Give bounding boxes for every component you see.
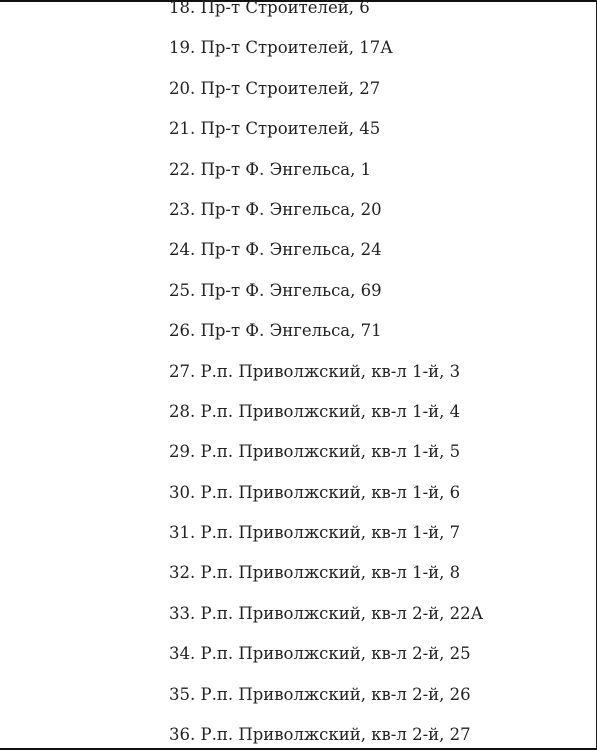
address-list-item: 30. Р.п. Приволжский, кв-л 1-й, 6 bbox=[169, 482, 461, 502]
address-list-item: 24. Пр-т Ф. Энгельса, 24 bbox=[169, 240, 382, 260]
address-list-item: 20. Пр-т Строителей, 27 bbox=[169, 78, 381, 98]
address-list-item: 31. Р.п. Приволжский, кв-л 1-й, 7 bbox=[169, 523, 461, 543]
address-list-item: 34. Р.п. Приволжский, кв-л 2-й, 25 bbox=[169, 644, 471, 664]
address-list-item: 28. Р.п. Приволжский, кв-л 1-й, 4 bbox=[169, 401, 461, 421]
address-list-item: 36. Р.п. Приволжский, кв-л 2-й, 27 bbox=[169, 725, 471, 745]
address-list-item: 32. Р.п. Приволжский, кв-л 1-й, 8 bbox=[169, 563, 461, 583]
address-list bbox=[169, 0, 483, 750]
address-list-item: 25. Пр-т Ф. Энгельса, 69 bbox=[169, 280, 382, 300]
address-list-item: 26. Пр-т Ф. Энгельса, 71 bbox=[169, 321, 382, 341]
address-list-item: 23. Пр-т Ф. Энгельса, 20 bbox=[169, 199, 382, 219]
address-list-item: 18. Пр-т Строителей, 6 bbox=[169, 0, 370, 17]
address-list-item: 29. Р.п. Приволжский, кв-л 1-й, 5 bbox=[169, 442, 461, 462]
address-list-item: 19. Пр-т Строителей, 17А bbox=[169, 38, 393, 58]
address-list-item: 22. Пр-т Ф. Энгельса, 1 bbox=[169, 159, 372, 179]
address-list-item: 33. Р.п. Приволжский, кв-л 2-й, 22А bbox=[169, 603, 484, 623]
address-list-item: 35. Р.п. Приволжский, кв-л 2-й, 26 bbox=[169, 684, 471, 704]
address-list-item: 21. Пр-т Строителей, 45 bbox=[169, 119, 381, 139]
address-list-item: 27. Р.п. Приволжский, кв-л 1-й, 3 bbox=[169, 361, 461, 381]
